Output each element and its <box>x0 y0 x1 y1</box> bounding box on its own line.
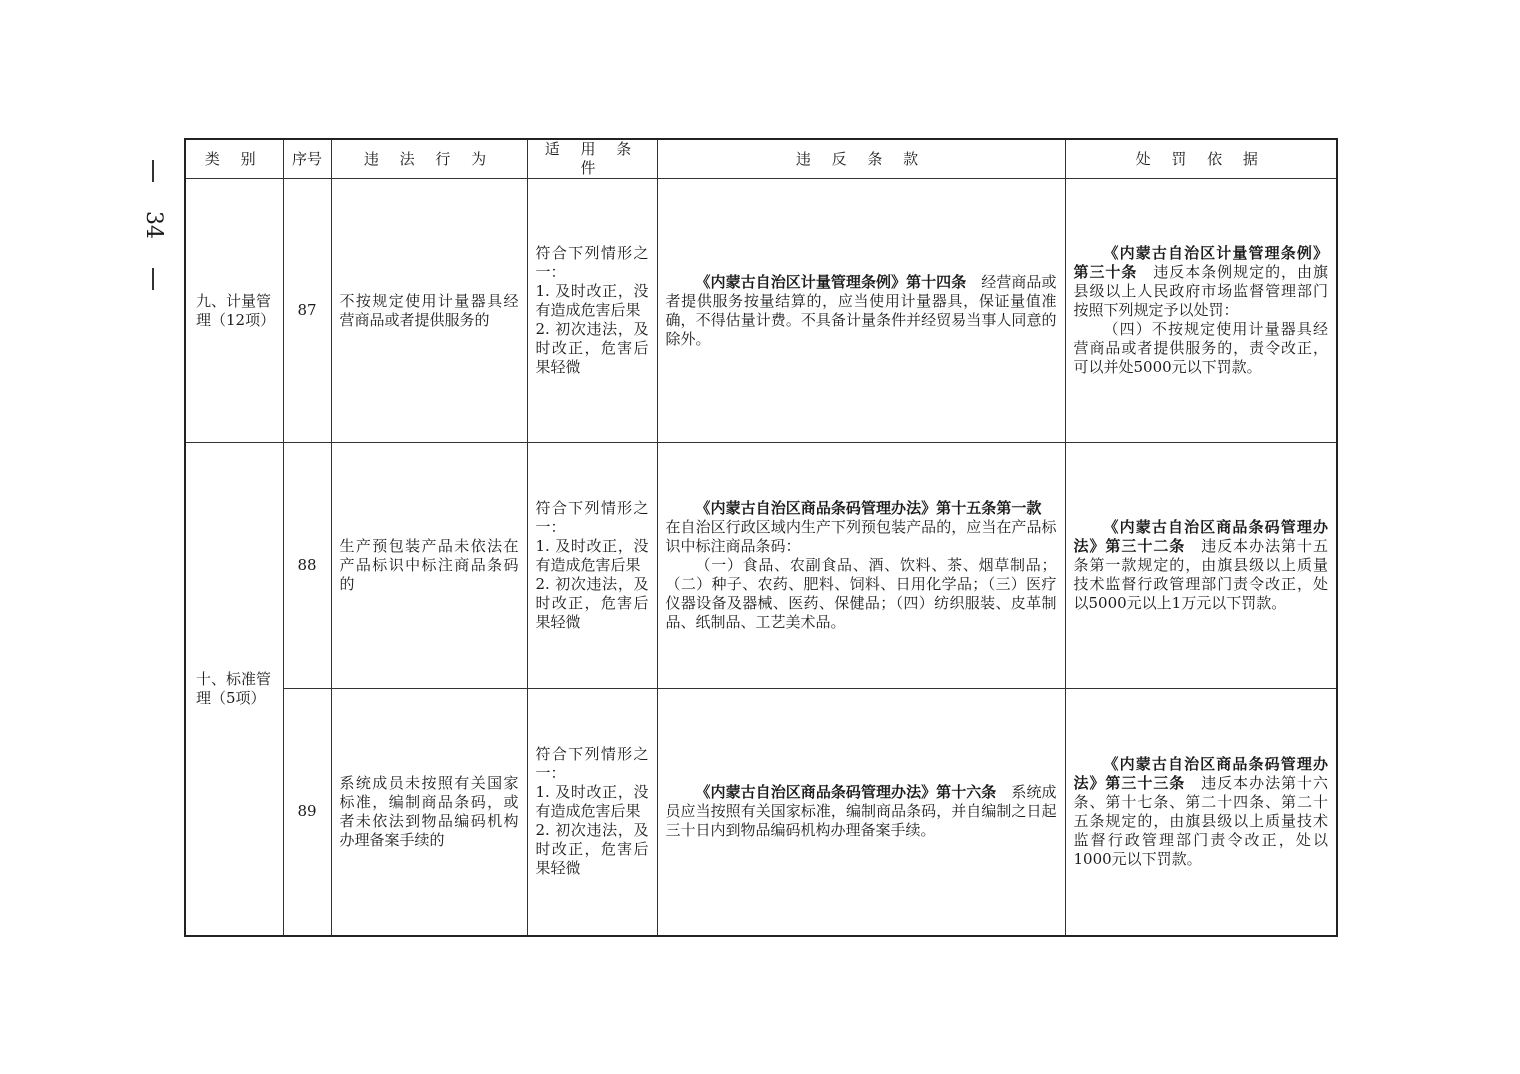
conditions-cell <box>527 179 657 443</box>
clause-text: 系统成员应当按照有关国家标准，编制商品条码，并自编制之日起三十日内到物品编码机构办理备案手续。 <box>665 783 1057 840</box>
page-number-dash-bottom <box>152 268 154 290</box>
basis-text: 违反本办法第十六条、第十七条、第二十四条、第二十五条规定的，由旗县级以上质量技术监督行政管理部门责令改正，处以1000元以下罚款。 <box>1073 773 1328 868</box>
basis-text: 违反本办法第十五条第一款规定的，由旗县级以上质量技术监督行政管理部门责令改正，处以5000元以上1万元以下罚款。 <box>1073 537 1328 612</box>
clause-text: 经营商品或者提供服务按量结算的，应当使用计量器具，保证量值准确，不得估量计费。不具备计量条件并经贸易当事人同意的除外。 <box>665 272 1057 348</box>
clause-cell <box>657 443 1065 689</box>
conditions-item-1: 1. 及时改正，没有造成危害后果 <box>535 282 649 319</box>
conditions-item-2: 2. 初次违法，及时改正，危害后果轻微 <box>535 821 649 878</box>
clause-cell <box>657 179 1065 443</box>
page-number-dash-top <box>152 160 154 182</box>
behavior-cell: 不按规定使用计量器具经营商品或者提供服务的 <box>331 179 527 443</box>
conditions-item-2: 2. 初次违法，及时改正，危害后果轻微 <box>535 575 649 631</box>
basis-text: 违反本条例规定的，由旗县级以上人民政府市场监督管理部门按照下列规定予以处罚： <box>1073 263 1328 319</box>
header-number: 序号 <box>283 139 331 179</box>
table-row <box>185 689 1337 936</box>
basis-cell <box>1065 179 1337 443</box>
conditions-item-1: 1. 及时改正，没有造成危害后果 <box>535 537 649 574</box>
table-row <box>185 443 1337 689</box>
row-number: 87 <box>283 179 331 443</box>
conditions-title: 符合下列情形之一： <box>535 499 649 536</box>
basis-text-2: （四）不按规定使用计量器具经营商品或者提供服务的，责令改正，可以并处5000元以下罚款。 <box>1073 320 1328 376</box>
behavior-cell: 系统成员未按照有关国家标准，编制商品条码，或者未依法到物品编码机构办理备案手续的 <box>331 689 527 936</box>
behavior-cell: 生产预包装产品未依法在产品标识中标注商品条码的 <box>331 443 527 689</box>
clause-title: 《内蒙古自治区商品条码管理办法》第十六条 <box>695 783 997 802</box>
conditions-cell <box>527 689 657 936</box>
table-header-row <box>185 139 1337 179</box>
conditions-item-2: 2. 初次违法，及时改正，危害后果轻微 <box>535 320 649 376</box>
clause-cell <box>657 689 1065 936</box>
header-behavior: 违 法 行 为 <box>331 139 527 179</box>
header-conditions: 适 用 条 件 <box>527 139 657 179</box>
page-number-value: 34 <box>141 211 166 239</box>
basis-title: 《内蒙古自治区商品条码管理办法》第三十二条 <box>1073 518 1328 555</box>
category-cell: 十、标准管理（5项） <box>185 443 283 936</box>
basis-cell <box>1065 689 1337 936</box>
clause-title: 《内蒙古自治区商品条码管理办法》第十五条第一款 <box>695 499 1042 517</box>
header-category: 类 别 <box>185 139 283 179</box>
clause-text: 在自治区行政区域内生产下列预包装产品的，应当在产品标识中标注商品条码： <box>665 499 1057 555</box>
conditions-title: 符合下列情形之一： <box>535 244 649 281</box>
conditions-title: 符合下列情形之一： <box>535 745 649 783</box>
basis-cell <box>1065 443 1337 689</box>
basis-title: 《内蒙古自治区计量管理条例》第三十条 <box>1073 244 1328 281</box>
clause-title: 《内蒙古自治区计量管理条例》第十四条 <box>695 272 967 291</box>
clause-text-2: （一）食品、农副食品、酒、饮料、茶、烟草制品；（二）种子、农药、肥料、饲料、日用化学品；（三）医疗仪器设备及器械、医药、保健品；（四）纺织服装、皮革制品、纸制品、工艺美术品。 <box>665 556 1057 631</box>
header-clause: 违 反 条 款 <box>657 139 1065 179</box>
penalty-table <box>184 138 1338 937</box>
conditions-item-1: 1. 及时改正，没有造成危害后果 <box>535 783 649 821</box>
conditions-cell <box>527 443 657 689</box>
basis-title: 《内蒙古自治区商品条码管理办法》第三十三条 <box>1073 754 1328 792</box>
table-row <box>185 179 1337 443</box>
header-basis: 处 罚 依 据 <box>1065 139 1337 179</box>
row-number: 88 <box>283 443 331 689</box>
category-cell: 九、计量管理（12项） <box>185 179 283 443</box>
page-number <box>138 160 168 290</box>
row-number: 89 <box>283 689 331 936</box>
